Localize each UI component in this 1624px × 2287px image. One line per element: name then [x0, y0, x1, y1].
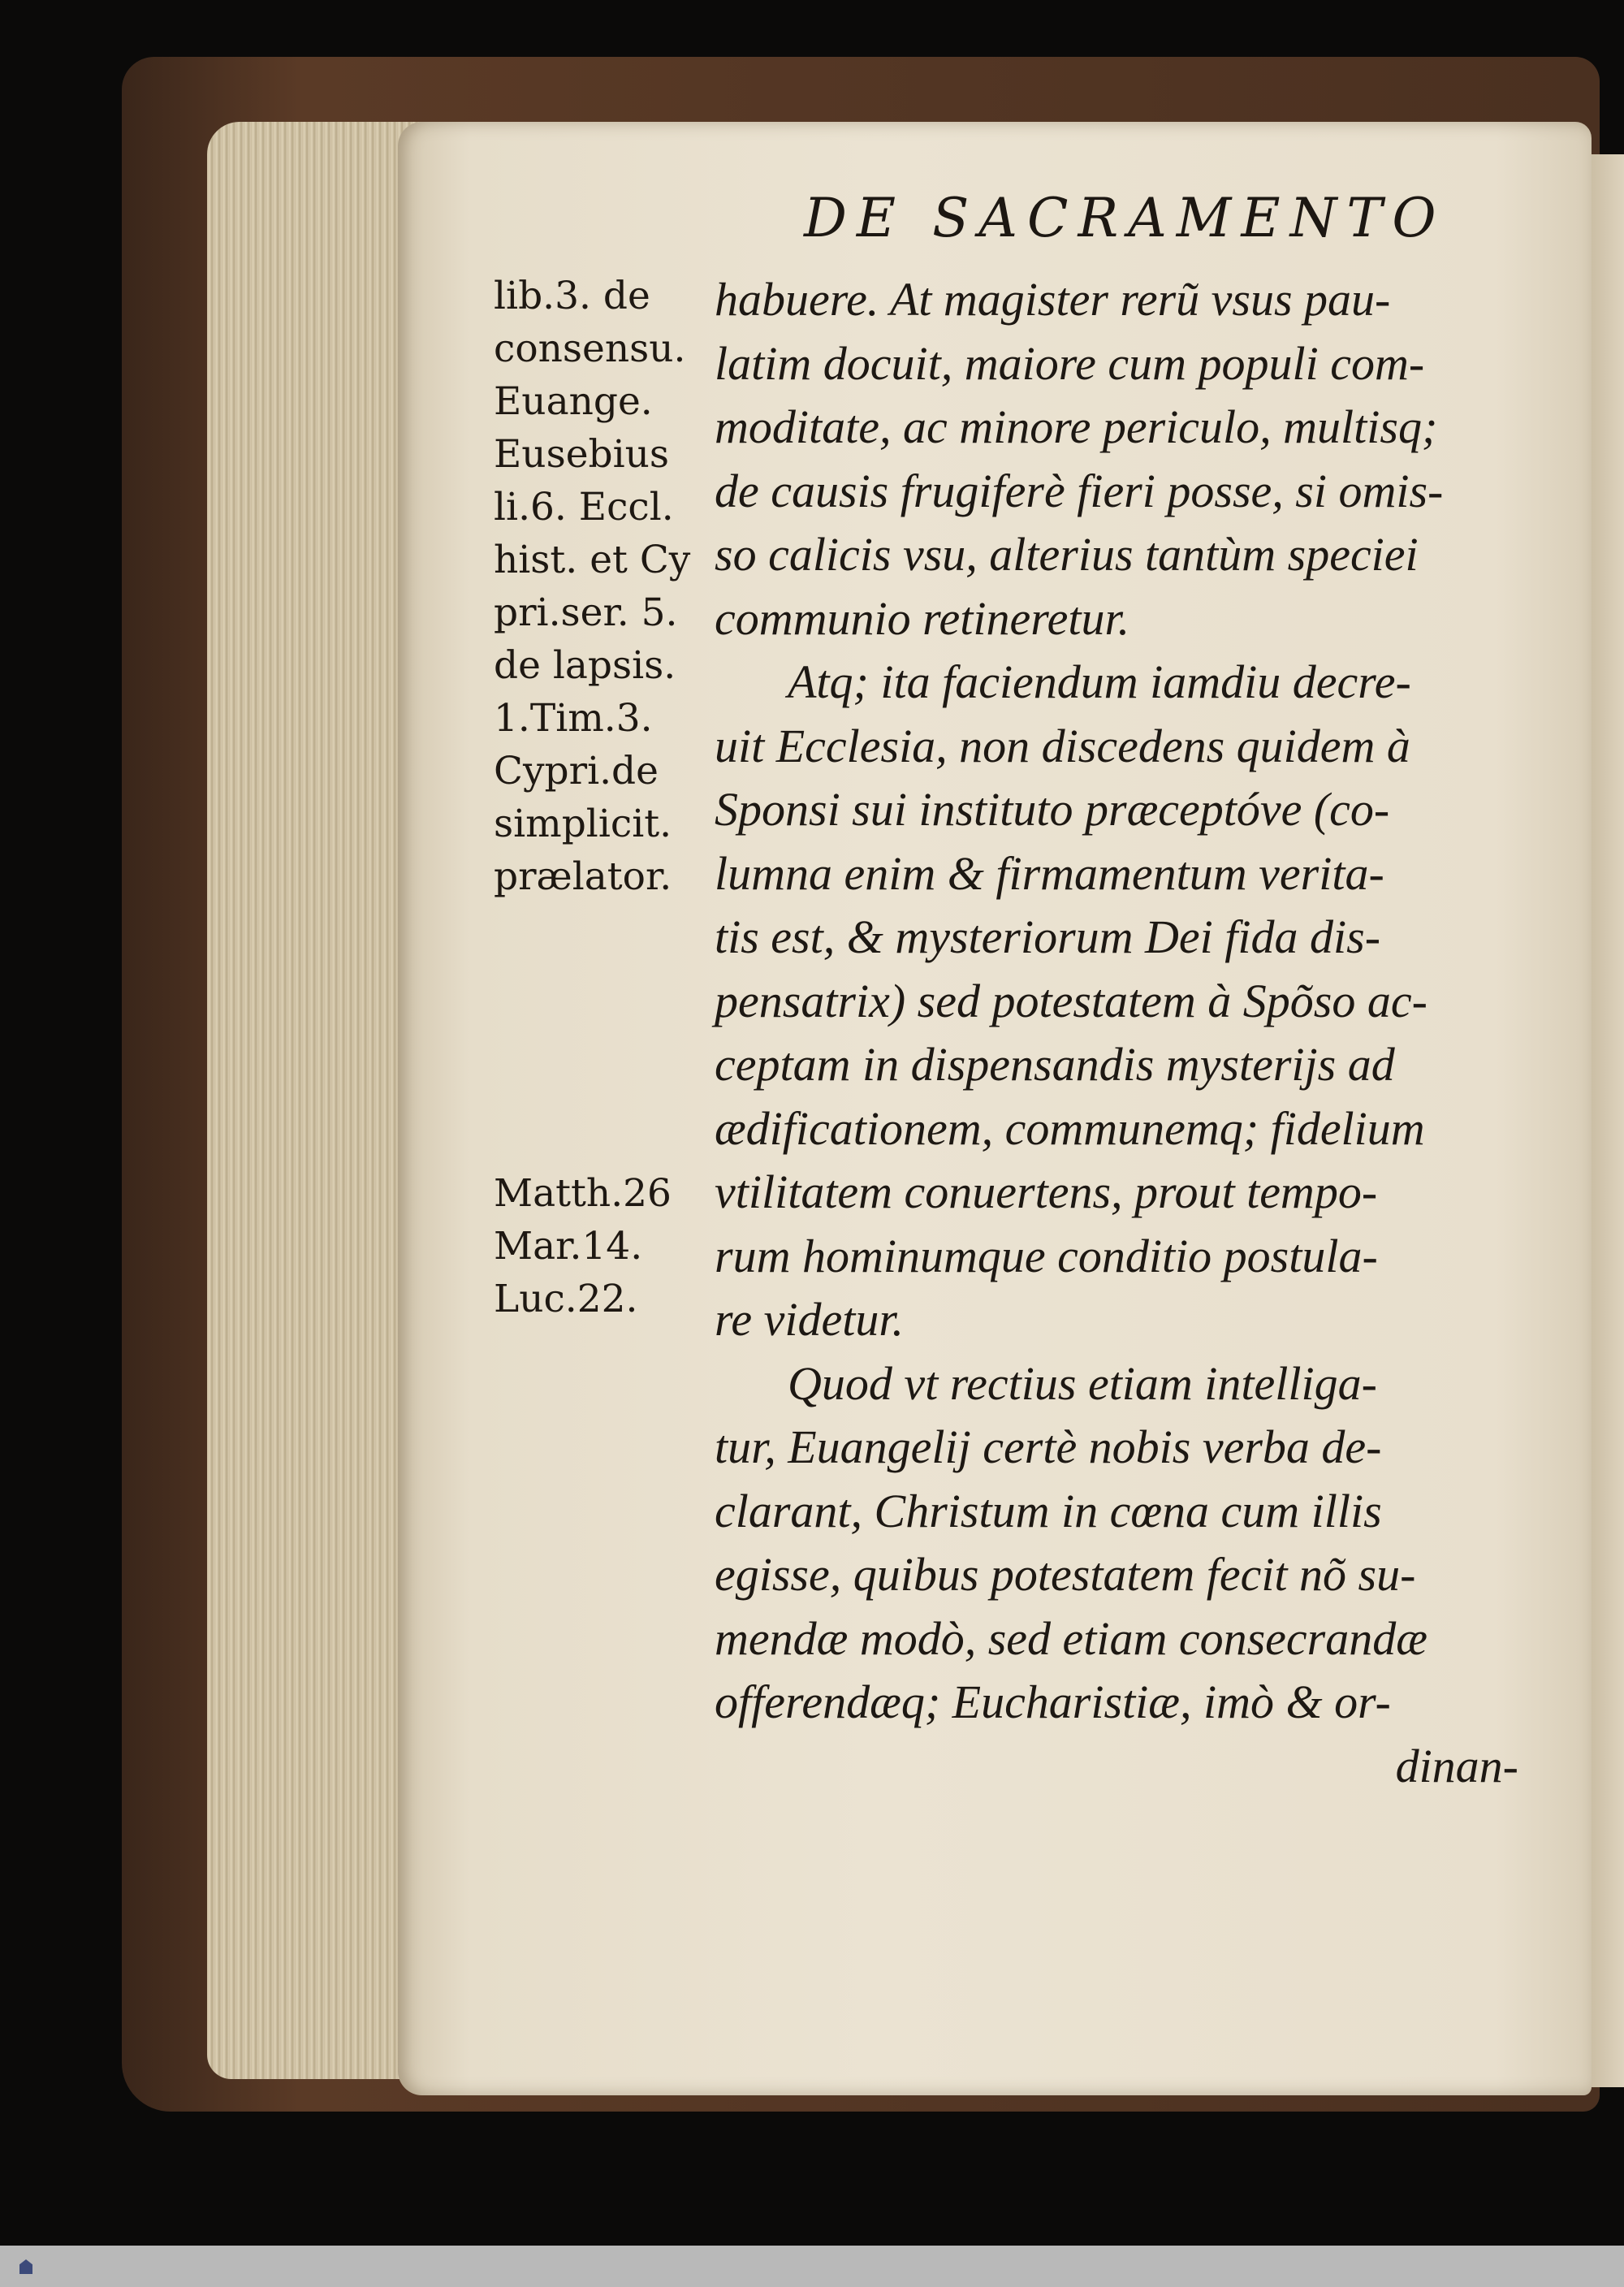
- margin-note: Cypri.de: [494, 749, 659, 793]
- text-line: so calicis vsu, alterius tantùm speciei: [715, 528, 1419, 581]
- paragraph-1: [715, 268, 1518, 651]
- text-line: Atq; ita faciendum iamdiu decre-: [788, 655, 1411, 708]
- body-text: [715, 268, 1518, 1798]
- text-line: communio retineretur.: [715, 591, 1130, 645]
- text-line: egisse, quibus potestatem fecit nõ su-: [715, 1548, 1416, 1601]
- margin-note: Euange.: [494, 379, 653, 424]
- page-edges: [207, 122, 426, 2079]
- text-line: Sponsi sui instituto præceptóve (co-: [715, 783, 1390, 836]
- margin-note: pri.ser. 5.: [494, 590, 678, 635]
- running-head: DE SACRAMENTO: [804, 187, 1446, 249]
- paragraph-2: [715, 651, 1518, 1352]
- margin-note: Eusebius: [494, 432, 670, 477]
- text-line: Quod vt rectius etiam intelliga-: [788, 1356, 1377, 1410]
- paragraph-3: [715, 1352, 1518, 1735]
- facing-page-edge: [1587, 154, 1624, 2087]
- margin-note: consensu.: [494, 326, 686, 371]
- margin-note: Luc.22.: [494, 1277, 638, 1321]
- margin-note: lib.3. de: [494, 274, 650, 318]
- text-line: ceptam in dispensandis mysterijs ad: [715, 1038, 1395, 1091]
- margin-note: de lapsis.: [494, 643, 676, 688]
- text-line: vtilitatem conuertens, prout tempo-: [715, 1165, 1378, 1218]
- text-line: rum hominumque conditio postula-: [715, 1229, 1378, 1282]
- text-line: ædificationem, communemq; fidelium: [715, 1101, 1425, 1155]
- margin-notes-bottom: [494, 1167, 713, 1325]
- margin-notes-top: [494, 270, 713, 903]
- text-line: lumna enim & firmamentum verita-: [715, 846, 1384, 900]
- text-line: latim docuit, maiore cum populi com-: [715, 336, 1425, 390]
- margin-note: hist. et Cy: [494, 538, 691, 582]
- margin-note: li.6. Eccl.: [494, 485, 674, 530]
- text-line: de causis frugiferè fieri posse, si omis-: [715, 464, 1444, 517]
- text-line: mendæ modò, sed etiam consecrandæ: [715, 1611, 1427, 1665]
- text-line: re videtur.: [715, 1293, 905, 1346]
- text-line: moditate, ac minore periculo, multisq;: [715, 400, 1438, 453]
- text-line: offerendæq; Eucharistiæ, imò & or-: [715, 1675, 1391, 1728]
- text-line: clarant, Christum in cœna cum illis: [715, 1484, 1382, 1537]
- text-line: tis est, & mysteriorum Dei fida dis-: [715, 910, 1381, 963]
- margin-notes: [494, 270, 713, 1325]
- margin-note: Mar.14.: [494, 1224, 643, 1269]
- text-line: uit Ecclesia, non discedens quidem à: [715, 719, 1410, 772]
- margin-note: 1.Tim.3.: [494, 696, 653, 741]
- text-line: pensatrix) sed potestatem à Spõso ac-: [715, 974, 1427, 1027]
- margin-note: Matth.26: [494, 1171, 672, 1216]
- library-logo-icon: [10, 2250, 42, 2284]
- viewer-footer-bar: [0, 2246, 1624, 2287]
- text-line: habuere. At magister rerũ vsus pau-: [715, 273, 1391, 326]
- margin-note: prælator.: [494, 854, 672, 899]
- text-line: tur, Euangelij certè nobis verba de-: [715, 1420, 1382, 1473]
- margin-note: simplicit.: [494, 802, 672, 846]
- catchword: dinan-: [1395, 1739, 1518, 1792]
